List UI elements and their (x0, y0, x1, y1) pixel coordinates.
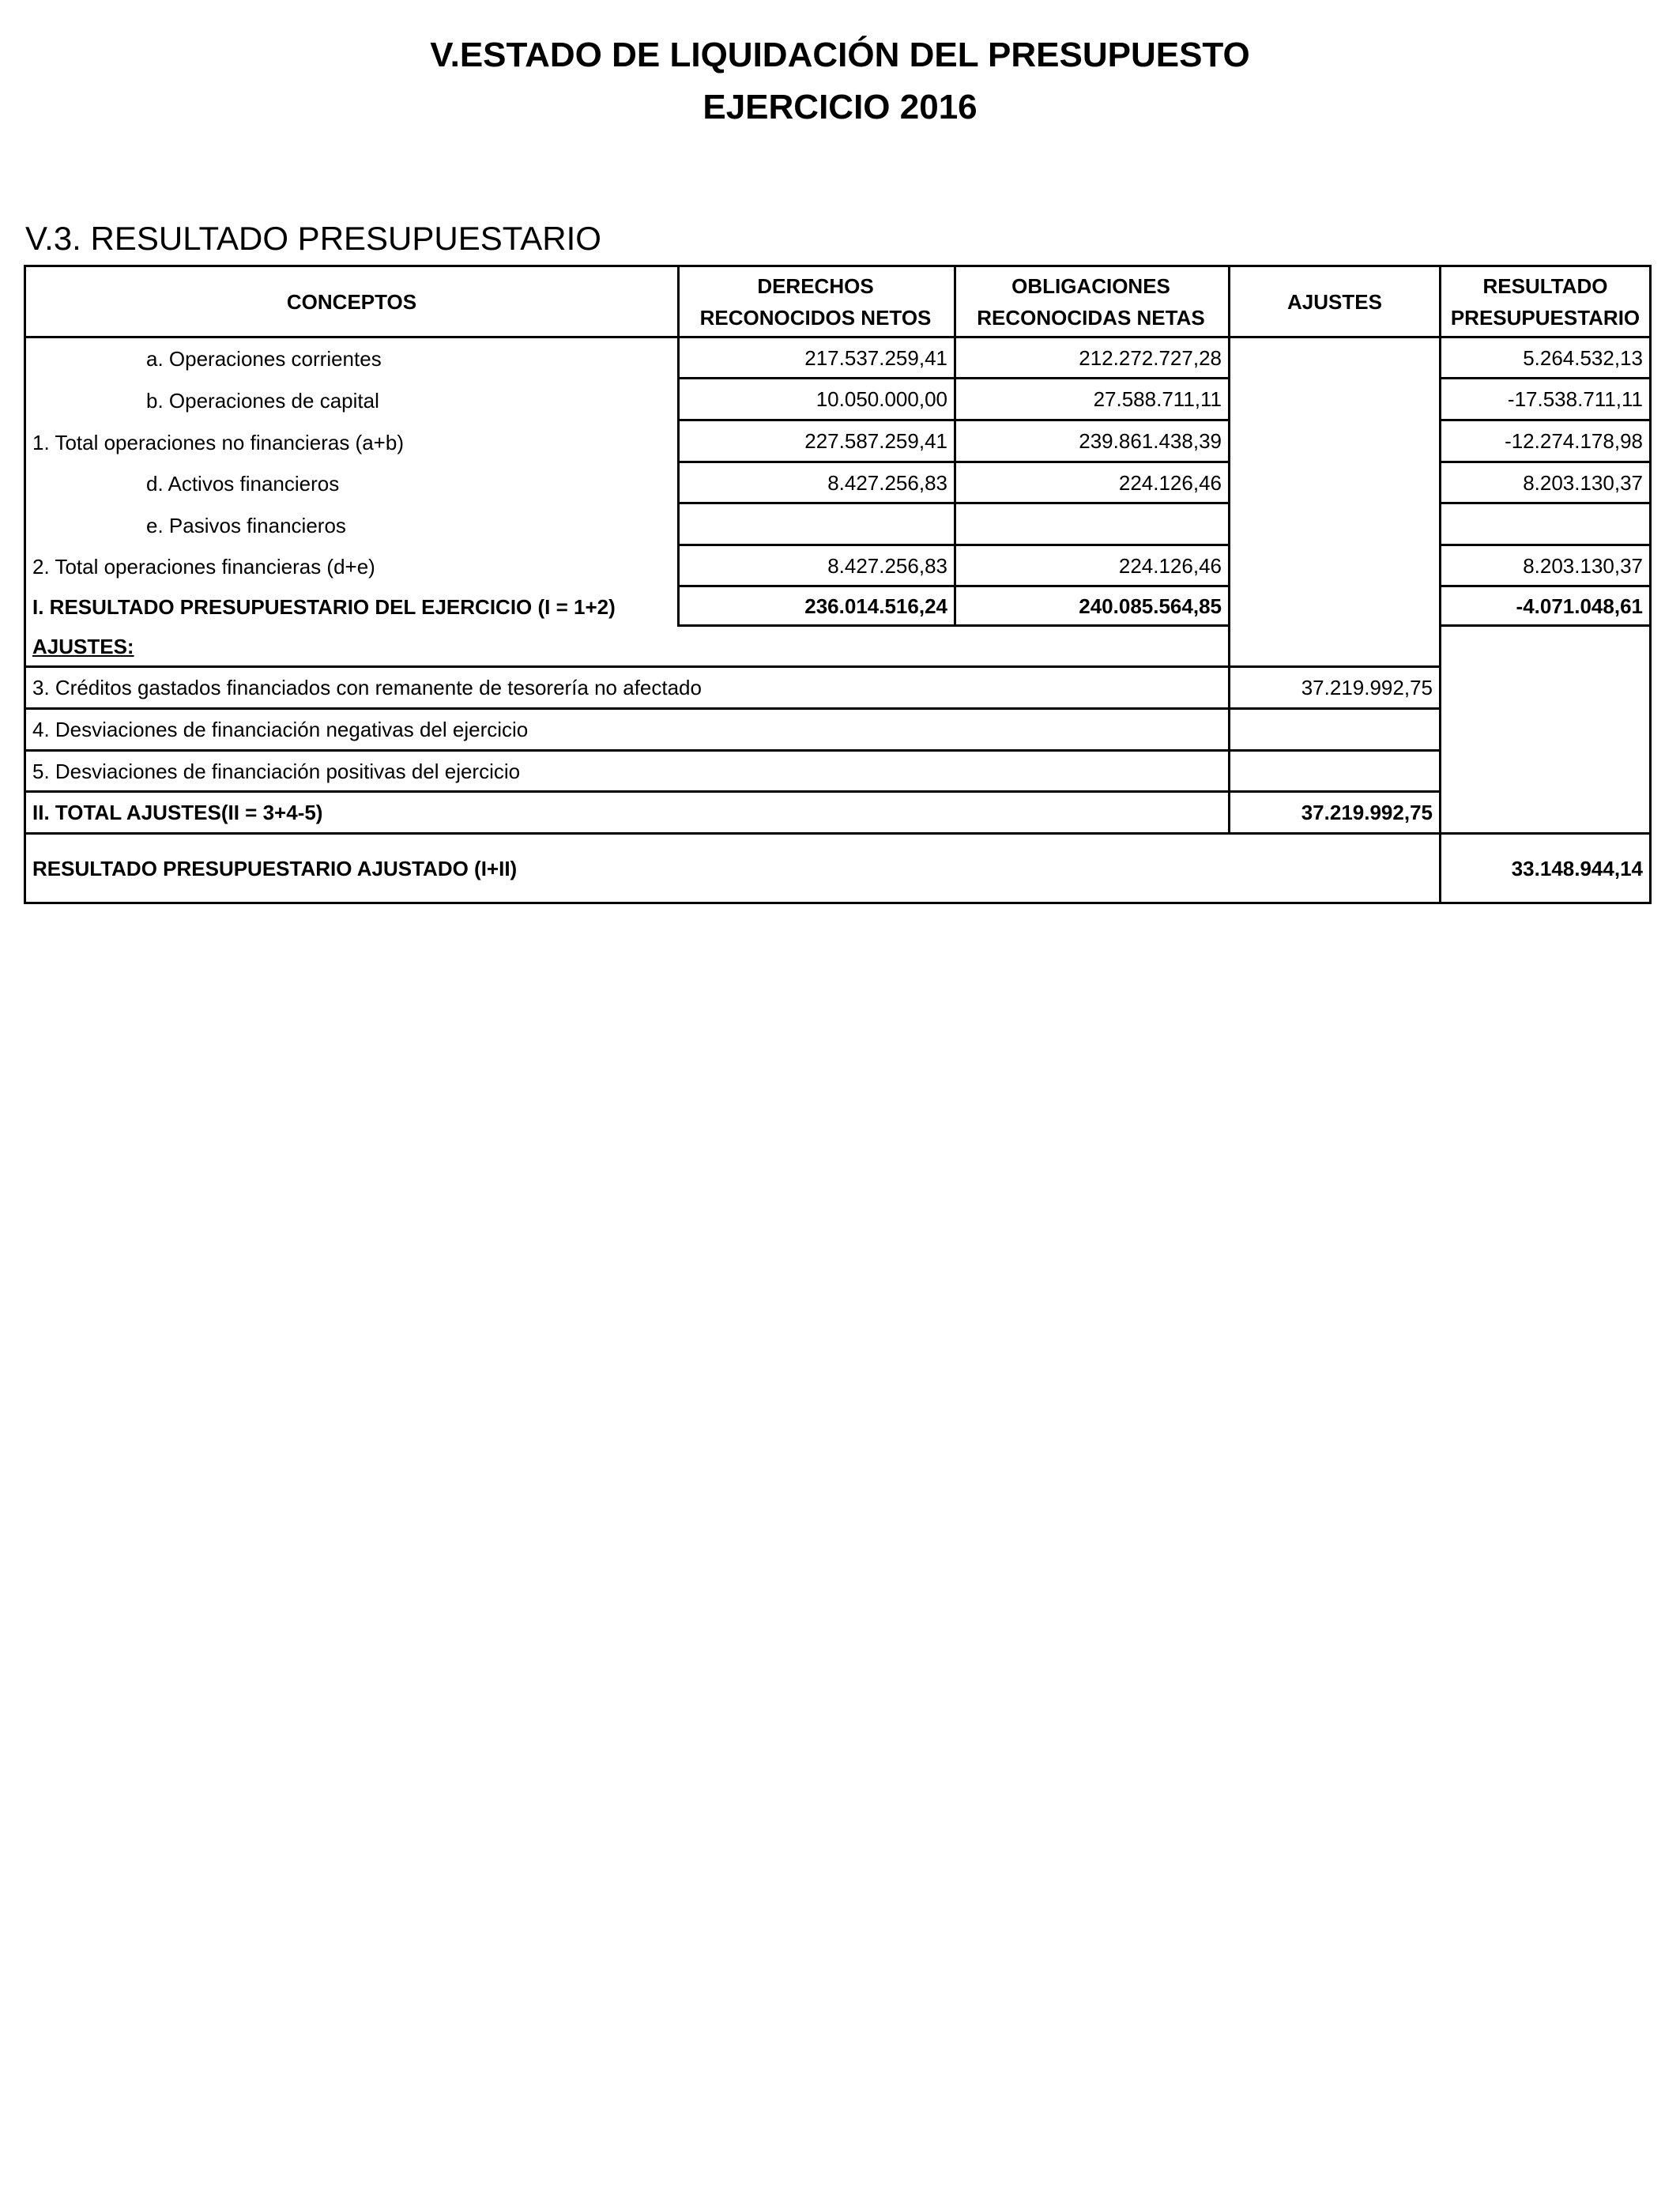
row-derechos: 236.014.516,24 (677, 587, 956, 627)
ajuste-value (1230, 752, 1439, 793)
ajustes-heading: AJUSTES: (32, 634, 134, 658)
ajuste-value: 37.219.992,75 (1230, 665, 1439, 710)
row-obligaciones (954, 504, 1230, 546)
row-concept: e. Pasivos financieros (146, 513, 346, 537)
ajuste-value (1230, 710, 1439, 752)
row-concept: a. Operaciones corrientes (146, 347, 382, 371)
row-concept: b. Operaciones de capital (146, 388, 379, 413)
table-bottom-border (24, 902, 1652, 904)
row-concept: I. RESULTADO PRESUPUESTARIO DEL EJERCICIO (I = 1+2) (32, 595, 616, 619)
section-title: V.3. RESULTADO PRESUPUESTARIO (25, 220, 601, 257)
ajuste-concept: 4. Desviaciones de financiación negativas del ejercicio (26, 710, 1230, 752)
row-derechos: 10.050.000,00 (677, 379, 956, 421)
page-subtitle: EJERCICIO 2016 (703, 88, 977, 126)
row-resultado: 8.203.130,37 (1439, 463, 1649, 504)
final-value: 33.148.944,14 (1439, 835, 1649, 902)
row-resultado: -4.071.048,61 (1439, 587, 1649, 627)
col-header-obligaciones-line2: RECONOCIDAS NETAS (977, 305, 1205, 330)
row-resultado: 8.203.130,37 (1439, 546, 1649, 587)
row-concept: 1. Total operaciones no financieras (a+b) (32, 430, 404, 454)
row-derechos (677, 504, 956, 546)
final-label: RESULTADO PRESUPUESTARIO AJUSTADO (I+II) (32, 856, 518, 880)
row-resultado: -17.538.711,11 (1439, 379, 1649, 421)
page-title: V.ESTADO DE LIQUIDACIÓN DEL PRESUPUESTO (430, 36, 1250, 74)
ajustes-heading-row (26, 627, 1230, 668)
ajuste-total-concept: II. TOTAL AJUSTES(II = 3+4-5) (26, 793, 1230, 835)
col-header-ajustes-label: AJUSTES (1287, 289, 1382, 314)
col-header-obligaciones-line1: OBLIGACIONES (1011, 273, 1170, 298)
ajustes-value-right-border (1439, 627, 1441, 835)
row-derechos: 8.427.256,83 (677, 546, 956, 587)
row-concept: d. Activos financieros (146, 472, 340, 496)
col-header-conceptos-label: CONCEPTOS (286, 289, 417, 314)
col-header-derechos-line1: DERECHOS (757, 273, 874, 298)
col-header-derechos (677, 265, 956, 338)
row-obligaciones: 27.588.711,11 (954, 379, 1230, 421)
row-obligaciones: 224.126,46 (954, 463, 1230, 504)
ajuste-concept: 3. Créditos gastados financiados con remanente de tesorería no afectado (26, 668, 1230, 710)
ajuste-total-value: 37.219.992,75 (1230, 793, 1439, 835)
table-right-border (1649, 336, 1652, 904)
row-resultado (1439, 504, 1649, 546)
col-header-resultado-line1: RESULTADO (1482, 273, 1608, 298)
ajuste-concept: 5. Desviaciones de financiación positivas del ejercicio (26, 752, 1230, 793)
col-header-ajustes (1228, 265, 1441, 338)
row-obligaciones: 212.272.727,28 (954, 338, 1230, 379)
col-header-resultado-line2: PRESUPUESTARIO (1450, 305, 1640, 330)
col-header-derechos-line2: RECONOCIDOS NETOS (699, 305, 932, 330)
row-resultado: -12.274.178,98 (1439, 421, 1649, 463)
row-obligaciones: 239.861.438,39 (954, 421, 1230, 463)
row-obligaciones: 240.085.564,85 (954, 587, 1230, 627)
row-derechos: 227.587.259,41 (677, 421, 956, 463)
col-header-resultado (1439, 265, 1652, 338)
col-header-conceptos (24, 265, 680, 338)
col-header-obligaciones (954, 265, 1230, 338)
row-derechos: 217.537.259,41 (677, 338, 956, 379)
row-concept: 2. Total operaciones financieras (d+e) (32, 555, 375, 579)
row-derechos: 8.427.256,83 (677, 463, 956, 504)
row-obligaciones: 224.126,46 (954, 546, 1230, 587)
row-resultado: 5.264.532,13 (1439, 338, 1649, 379)
